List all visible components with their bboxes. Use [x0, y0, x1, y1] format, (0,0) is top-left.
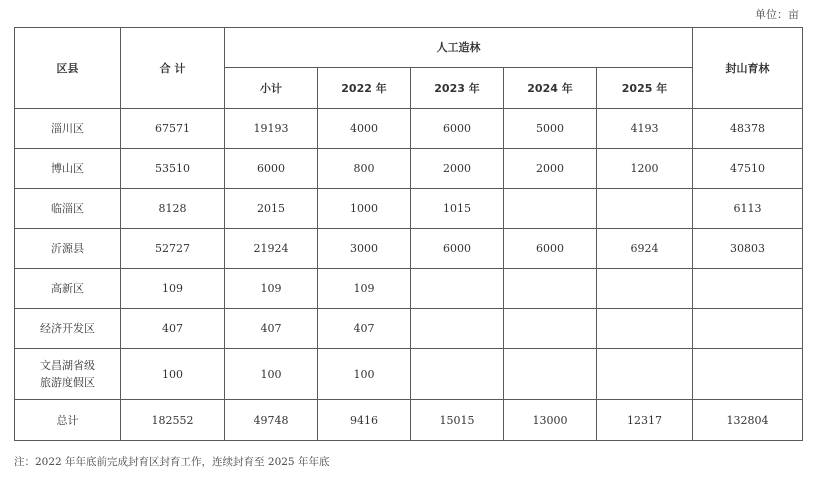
- cell-2023: [411, 309, 504, 349]
- cell-total: 52727: [121, 229, 225, 269]
- cell-2024: 5000: [504, 109, 597, 149]
- cell-district: 高新区: [15, 269, 121, 309]
- cell-closure: [693, 309, 803, 349]
- unit-label: 单位：亩: [755, 8, 799, 21]
- cell-total: 407: [121, 309, 225, 349]
- total-row: [15, 400, 803, 441]
- cell-2025: [597, 349, 693, 400]
- table-row: [15, 189, 803, 229]
- cell-2025: 6924: [597, 229, 693, 269]
- cell-district: 博山区: [15, 149, 121, 189]
- cell-district: 沂源县: [15, 229, 121, 269]
- cell-2024: [504, 349, 597, 400]
- cell-subtotal: 49748: [225, 400, 318, 441]
- cell-2024: [504, 309, 597, 349]
- cell-2022: 407: [318, 309, 411, 349]
- table-row: [15, 349, 803, 400]
- cell-2022: 100: [318, 349, 411, 400]
- cell-2024: 2000: [504, 149, 597, 189]
- header-total: 合 计: [121, 28, 225, 109]
- cell-2024: 13000: [504, 400, 597, 441]
- cell-subtotal: 407: [225, 309, 318, 349]
- cell-total: 67571: [121, 109, 225, 149]
- table-row: [15, 309, 803, 349]
- cell-2022: 9416: [318, 400, 411, 441]
- table-row: [15, 269, 803, 309]
- cell-2023: [411, 269, 504, 309]
- header-2022: 2022 年: [318, 68, 411, 109]
- cell-total: 182552: [121, 400, 225, 441]
- cell-total: 8128: [121, 189, 225, 229]
- header-artificial: 人工造林: [225, 28, 693, 68]
- cell-2025: [597, 269, 693, 309]
- cell-2025: [597, 189, 693, 229]
- header-subtotal: 小计: [225, 68, 318, 109]
- cell-2022: 3000: [318, 229, 411, 269]
- cell-2023: 1015: [411, 189, 504, 229]
- cell-closure: [693, 349, 803, 400]
- district-name-line-1: 文昌湖省级: [40, 359, 95, 372]
- table-row: [15, 149, 803, 189]
- cell-subtotal: 6000: [225, 149, 318, 189]
- header-2024: 2024 年: [504, 68, 597, 109]
- cell-district: 总计: [15, 400, 121, 441]
- header-2023: 2023 年: [411, 68, 504, 109]
- cell-district: [15, 349, 121, 400]
- cell-2022: 109: [318, 269, 411, 309]
- cell-2023: [411, 349, 504, 400]
- cell-2024: [504, 269, 597, 309]
- cell-2025: 1200: [597, 149, 693, 189]
- header-row-1: [15, 28, 803, 68]
- cell-2022: 4000: [318, 109, 411, 149]
- cell-subtotal: 21924: [225, 229, 318, 269]
- cell-subtotal: 2015: [225, 189, 318, 229]
- cell-closure: 30803: [693, 229, 803, 269]
- table-row: [15, 229, 803, 269]
- afforestation-table: [14, 27, 803, 441]
- cell-2022: 800: [318, 149, 411, 189]
- cell-closure: 132804: [693, 400, 803, 441]
- cell-2023: 6000: [411, 229, 504, 269]
- cell-subtotal: 100: [225, 349, 318, 400]
- cell-2024: 6000: [504, 229, 597, 269]
- cell-2023: 2000: [411, 149, 504, 189]
- cell-2023: 6000: [411, 109, 504, 149]
- cell-total: 53510: [121, 149, 225, 189]
- cell-closure: 47510: [693, 149, 803, 189]
- cell-2025: 12317: [597, 400, 693, 441]
- cell-2023: 15015: [411, 400, 504, 441]
- cell-district: 经济开发区: [15, 309, 121, 349]
- cell-2024: [504, 189, 597, 229]
- footnote: 注：2022 年年底前完成封育区封育工作，连续封育至 2025 年年底: [14, 456, 330, 468]
- cell-subtotal: 109: [225, 269, 318, 309]
- header-district: 区县: [15, 28, 121, 109]
- cell-subtotal: 19193: [225, 109, 318, 149]
- cell-district: 临淄区: [15, 189, 121, 229]
- cell-closure: 6113: [693, 189, 803, 229]
- cell-district: 淄川区: [15, 109, 121, 149]
- cell-total: 100: [121, 349, 225, 400]
- district-name-line-2: 旅游度假区: [40, 376, 95, 389]
- cell-2025: 4193: [597, 109, 693, 149]
- header-closure: 封山育林: [693, 28, 803, 109]
- table-row: [15, 109, 803, 149]
- cell-closure: 48378: [693, 109, 803, 149]
- cell-2025: [597, 309, 693, 349]
- cell-closure: [693, 269, 803, 309]
- cell-total: 109: [121, 269, 225, 309]
- cell-2022: 1000: [318, 189, 411, 229]
- header-2025: 2025 年: [597, 68, 693, 109]
